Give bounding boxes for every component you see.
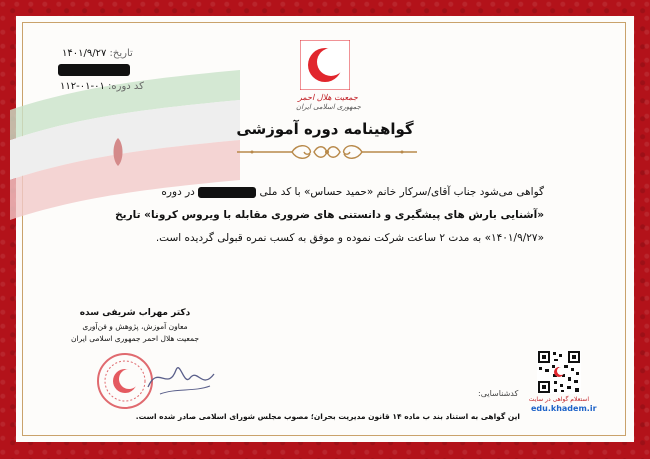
verification-site-link[interactable]: edu.khadem.ir (531, 404, 597, 413)
signatory-title: معاون آموزش، پژوهش و فن‌آوری (82, 322, 188, 331)
redacted-name-bar (58, 64, 130, 76)
red-crescent-logo (300, 40, 350, 90)
legal-footer-note: این گواهی به استناد بند ب ماده ۱۴ قانون مدیریت بحران؛ مصوب مجلس شورای اسلامی صادر شده است. (135, 412, 520, 421)
course-code-label: کد دوره: (108, 81, 144, 92)
course-code-row (60, 81, 144, 92)
org-name-line1: جمعیت هلال احمر (298, 93, 358, 102)
certificate-title: گواهینامه دوره آموزشی (236, 120, 414, 138)
course-code-value: ۰۱-۰۱-۱۱۲ (60, 81, 105, 92)
signatory-org: جمعیت هلال احمر جمهوری اسلامی ایران (70, 334, 200, 343)
body-line-1-a: گواهی می‌شود جناب آقای/سرکار خانم «حمید حساس» با کد ملی (259, 186, 544, 198)
body-line-1 (104, 186, 544, 198)
body-line-2: «آشنایی بارش های پیشگیری و دانستنی های ضروری مقابله با ویروس کرونا» تاریخ (115, 209, 544, 221)
body-line-1-b: در دوره (161, 186, 195, 198)
ornamental-divider (232, 142, 422, 162)
verification-id-label: کدشناسایی: (478, 389, 519, 398)
verification-caption: استعلام گواهی در سایت (528, 396, 589, 403)
date-row (62, 48, 133, 59)
date-value: ۱۴۰۱/۹/۲۷ (62, 48, 107, 59)
org-name-line2: جمهوری اسلامی ایران (296, 103, 361, 111)
verification-qr-code[interactable] (537, 350, 581, 394)
date-label: تاریخ: (109, 48, 133, 59)
redacted-national-id (198, 187, 256, 198)
body-line-3: «۱۴۰۱/۹/۲۷» به مدت ۲ ساعت شرکت نموده و موفق به کسب نمره قبولی گردیده است. (155, 232, 544, 244)
signatory-name: دکتر مهراب شریفی سده (79, 308, 191, 318)
handwritten-signature (140, 352, 220, 402)
